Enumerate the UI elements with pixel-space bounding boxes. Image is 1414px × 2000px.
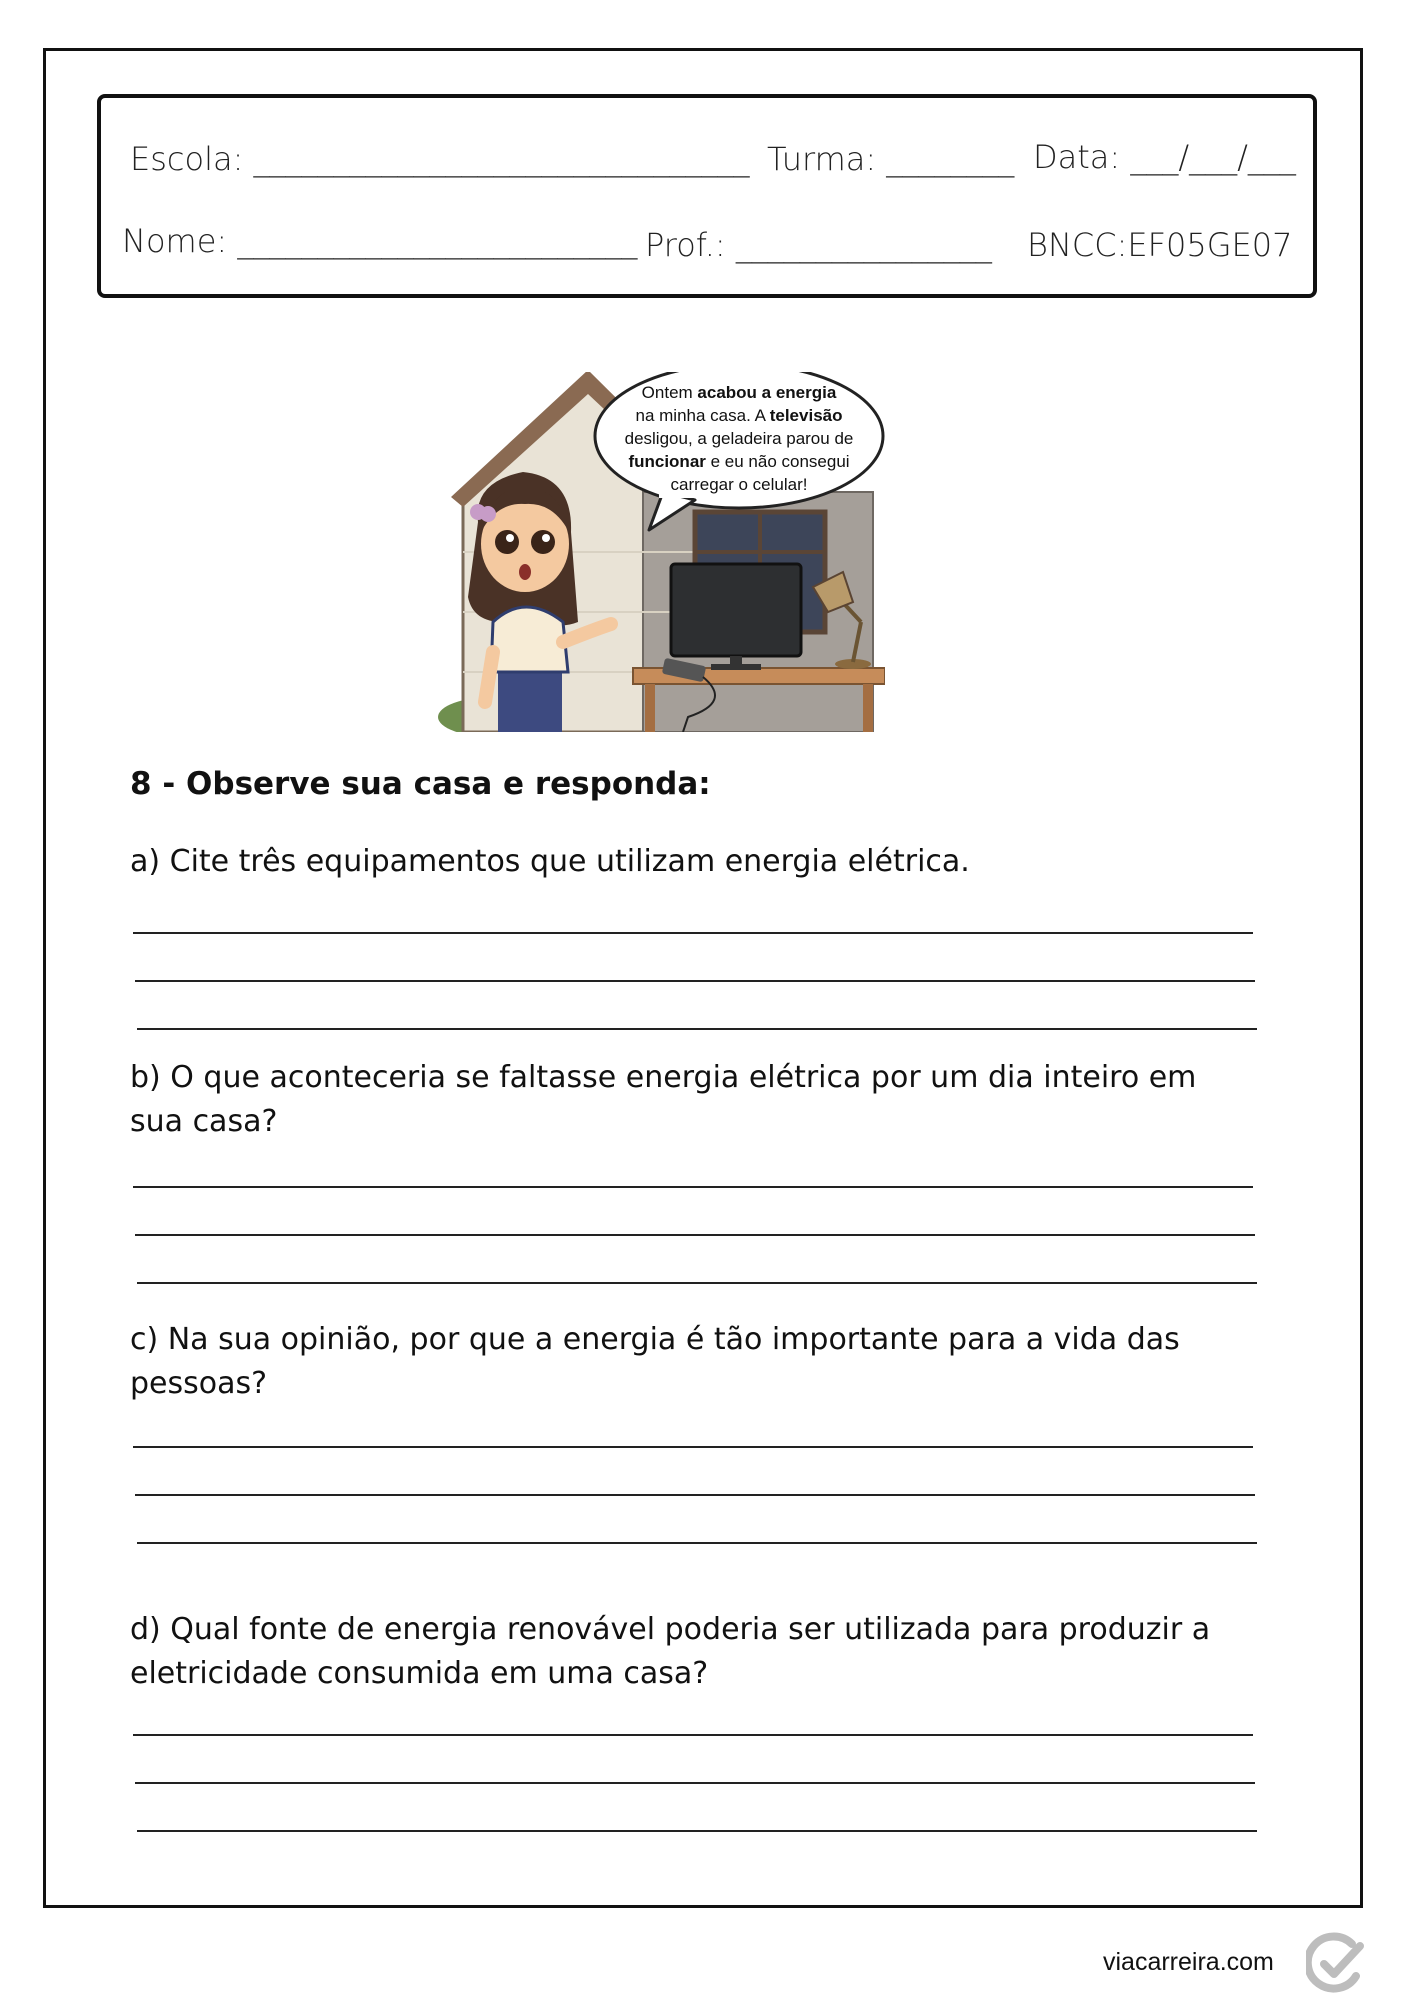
answer-line[interactable]: [137, 1282, 1257, 1284]
question-title: 8 - Observe sua casa e responda:: [130, 766, 711, 802]
answer-line[interactable]: [133, 1734, 1253, 1736]
bubble-line1: Ontem: [641, 383, 698, 402]
answer-line[interactable]: [133, 1186, 1253, 1188]
answer-line[interactable]: [137, 1830, 1257, 1832]
television-icon: [671, 564, 801, 656]
question-a: a) Cite três equipamentos que utilizam energia elétrica.: [130, 844, 970, 879]
answer-line[interactable]: [135, 1494, 1255, 1496]
answer-line[interactable]: [133, 1446, 1253, 1448]
answer-line[interactable]: [135, 980, 1255, 982]
answer-line[interactable]: [135, 1782, 1255, 1784]
bubble-line2: na minha casa. A: [635, 406, 770, 425]
turma-field: Turma: ________: [767, 140, 1015, 178]
nome-field: Nome: _________________________: [122, 222, 638, 260]
question-c: c) Na sua opinião, por que a energia é tão importante para a vida das pessoas?: [130, 1322, 1180, 1401]
check-logo-icon: [1306, 1932, 1364, 1994]
answer-line[interactable]: [137, 1542, 1257, 1544]
bubble-line4-bold: funcionar: [628, 452, 706, 471]
illustration-girl-house: [433, 372, 885, 732]
question-b: b) O que aconteceria se faltasse energia elétrica por um dia inteiro em sua casa?: [130, 1060, 1197, 1139]
answer-line[interactable]: [133, 932, 1253, 934]
bubble-line4: e eu não consegui: [705, 452, 850, 471]
svg-text:na minha casa. A televisão: [636, 406, 843, 425]
answer-line[interactable]: [137, 1028, 1257, 1030]
bncc-code: BNCC:EF05GE07: [1027, 226, 1293, 264]
prof-field: Prof.: ________________: [645, 226, 992, 264]
bubble-line2-bold: televisão: [769, 406, 843, 425]
svg-text:funcionar e eu não consegui: [628, 452, 849, 471]
footer-site[interactable]: viacarreira.com: [1103, 1948, 1274, 1976]
svg-text:Ontem acabou a energia: [642, 383, 837, 402]
bubble-line5: carregar o celular!: [670, 475, 808, 494]
question-d: d) Qual fonte de energia renovável poderia ser utilizada para produzir a eletricidade consumida em uma casa?: [130, 1612, 1211, 1691]
header-box: [97, 94, 1317, 298]
bubble-line1-bold: acabou a energia: [697, 383, 837, 402]
bubble-line3: desligou, a geladeira parou de: [624, 429, 854, 448]
escola-field: Escola: _______________________________: [130, 140, 750, 178]
answer-line[interactable]: [135, 1234, 1255, 1236]
data-field: Data: ___/___/___: [1033, 138, 1296, 176]
